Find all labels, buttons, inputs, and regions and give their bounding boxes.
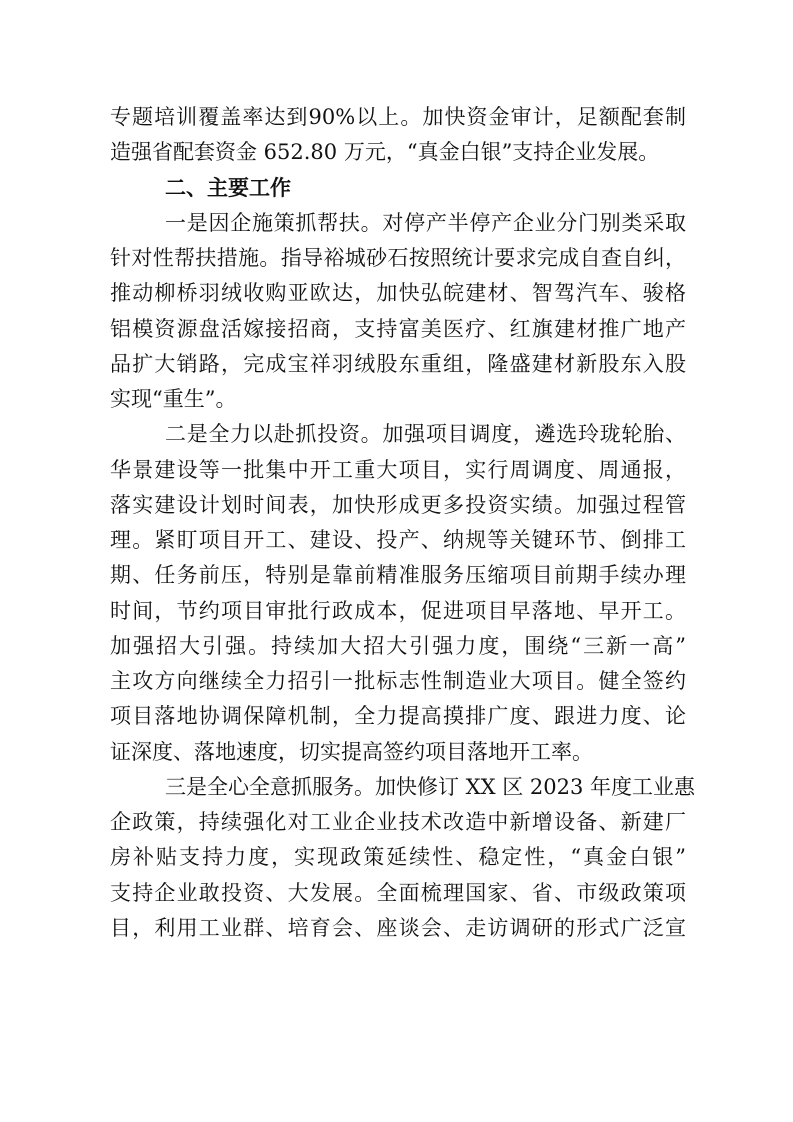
text-line: 铝模资源盘活嫁接招商，支持富美医疗、红旗建材推广地产 <box>110 316 686 341</box>
text-line: 企政策，持续强化对工业企业技术改造中新增设备、新建厂 <box>110 810 686 834</box>
text-line: 期、任务前压，特别是靠前精准服务压缩项目前期手续办理 <box>110 563 686 588</box>
paragraph <box>110 417 686 770</box>
text-line: 三是全心全意抓服务。加快修订 XX 区 2023 年度工业惠 <box>165 774 696 799</box>
text-line: 时间，节约项目审批行政成本，促进项目早落地、早开工。 <box>110 598 686 623</box>
text-line: 针对性帮扶措施。指导裕城砂石按照统计要求完成自查自纠， <box>110 246 686 270</box>
text-line: 项目落地协调保障机制，全力提高摸排广度、跟进力度、论 <box>110 704 686 729</box>
paragraph <box>110 770 696 946</box>
text-line: 主攻方向继续全力招引一批标志性制造业大项目。健全签约 <box>110 669 686 693</box>
text-line: 一是因企施策抓帮扶。对停产半停产企业分门别类采取 <box>165 210 686 235</box>
text-line: 专题培训覆盖率达到90%以上。加快资金审计，足额配套制 <box>110 105 686 129</box>
text-line: 实现“重生”。 <box>110 387 237 411</box>
text-line: 理。紧盯项目开工、建设、投产、纳规等关键环节、倒排工 <box>110 528 686 552</box>
paragraph <box>110 206 686 418</box>
text-line: 二、主要工作 <box>165 175 291 200</box>
text-line: 造强省配套资金 652.80 万元，“真金白银”支持企业发展。 <box>110 140 660 165</box>
paragraph <box>110 100 686 171</box>
text-line: 房补贴支持力度，实现政策延续性、稳定性，“真金白银” <box>110 845 686 870</box>
text-line: 落实建设计划时间表，加快形成更多投资实绩。加强过程管 <box>110 492 686 517</box>
text-line: 加强招大引强。持续加大招大引强力度，围绕“三新一高” <box>110 633 686 658</box>
text-line: 品扩大销路，完成宝祥羽绒股东重组，隆盛建材新股东入股 <box>110 351 686 376</box>
text-line: 华景建设等一批集中开工重大项目，实行周调度、周通报， <box>110 457 686 482</box>
text-line: 二是全力以赴抓投资。加强项目调度，遴选玲珑轮胎、 <box>165 422 686 447</box>
text-line: 目，利用工业群、培育会、座谈会、走访调研的形式广泛宣 <box>110 915 686 940</box>
section-heading <box>110 171 686 206</box>
text-line: 支持企业敢投资、大发展。全面梳理国家、省、市级政策项 <box>110 880 686 905</box>
text-line: 证深度、落地速度，切实提高签约项目落地开工率。 <box>110 739 593 764</box>
text-line: 推动柳桥羽绒收购亚欧达，加快弘皖建材、智驾汽车、骏格 <box>110 281 686 306</box>
document-page <box>110 100 696 946</box>
